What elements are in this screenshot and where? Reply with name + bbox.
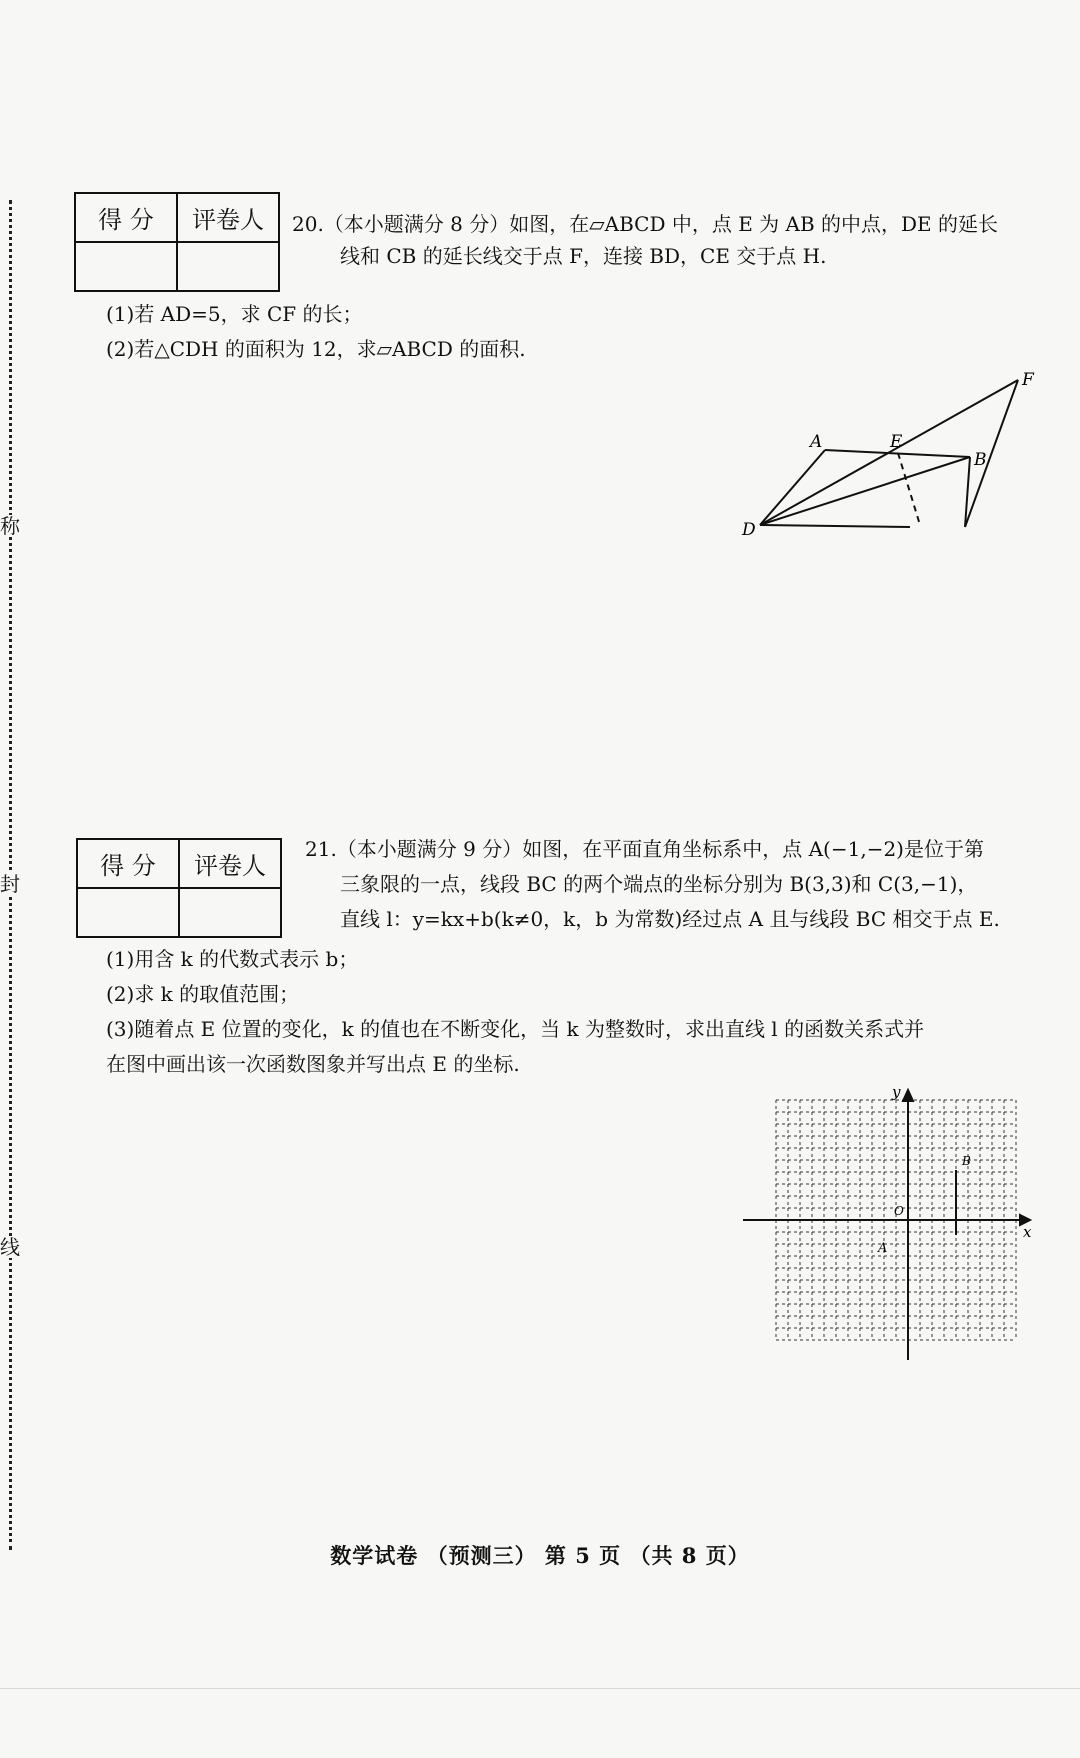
segment-CE [898, 453, 920, 525]
y-axis-arrow [903, 1090, 913, 1101]
label-F: F [1022, 370, 1034, 390]
axis-x-label: x [1023, 1223, 1032, 1241]
score-cell [77, 888, 179, 937]
q20-stem-line2: 线和 CB 的延长线交于点 F，连接 BD，CE 交于点 H. [340, 244, 827, 268]
margin-label-cheng: 称 [0, 514, 20, 538]
q21-part3-line1: (3)随着点 E 位置的变化，k 的值也在不断变化，当 k 为整数时，求出直线 l 的函数关系式并 [106, 1017, 925, 1041]
score-label: 得 分 [75, 193, 177, 242]
q20-score-box [74, 192, 280, 292]
score-cell [75, 242, 177, 291]
q21-score-box [76, 838, 282, 938]
q21-part3-line2: 在图中画出该一次函数图象并写出点 E 的坐标. [106, 1052, 520, 1076]
axis-y-label: y [892, 1085, 901, 1101]
grader-label: 评卷人 [179, 839, 281, 888]
label-D: D [742, 520, 756, 540]
q20-part2: (2)若△CDH 的面积为 12，求▱ABCD 的面积. [106, 337, 526, 361]
q21-stem-line1: 21.（本小题满分 9 分）如图，在平面直角坐标系中，点 A(−1,−2)是位于第 [305, 837, 984, 861]
q21-part1: (1)用含 k 的代数式表示 b； [106, 947, 359, 971]
q21-part2: (2)求 k 的取值范围； [106, 982, 300, 1006]
bottom-rule [0, 1688, 1080, 1689]
margin-label-xian: 线 [0, 1235, 20, 1259]
segment-CF [965, 380, 1018, 527]
segment-DC [760, 525, 910, 527]
q21-stem-line2: 三象限的一点，线段 BC 的两个端点的坐标分别为 B(3,3)和 C(3,−1)， [340, 872, 978, 896]
page-footer: 数学试卷 （预测三） 第 5 页 （共 8 页） [330, 1543, 750, 1568]
q20-part1: (1)若 AD=5，求 CF 的长； [106, 302, 363, 326]
origin-label: O [894, 1204, 904, 1218]
segment-DB [760, 457, 970, 525]
q20-parallelogram-figure [740, 365, 1050, 540]
q21-coordinate-grid [740, 1085, 1040, 1365]
grader-cell [177, 242, 279, 291]
label-E: E [890, 432, 903, 452]
grader-cell [179, 888, 281, 937]
q21-stem-line3: 直线 l：y=kx+b(k≠0，k，b 为常数)经过点 A 且与线段 BC 相交于点 E. [340, 907, 1000, 931]
grid-label-B: B [962, 1154, 971, 1168]
margin-label-feng: 封 [0, 872, 20, 896]
score-label: 得 分 [77, 839, 179, 888]
grader-label: 评卷人 [177, 193, 279, 242]
q20-stem-line1: 20.（本小题满分 8 分）如图，在▱ABCD 中，点 E 为 AB 的中点，DE 的延长 [292, 212, 998, 236]
label-B: B [974, 450, 987, 470]
grid-label-A: A [878, 1241, 888, 1256]
label-A: A [810, 432, 823, 452]
